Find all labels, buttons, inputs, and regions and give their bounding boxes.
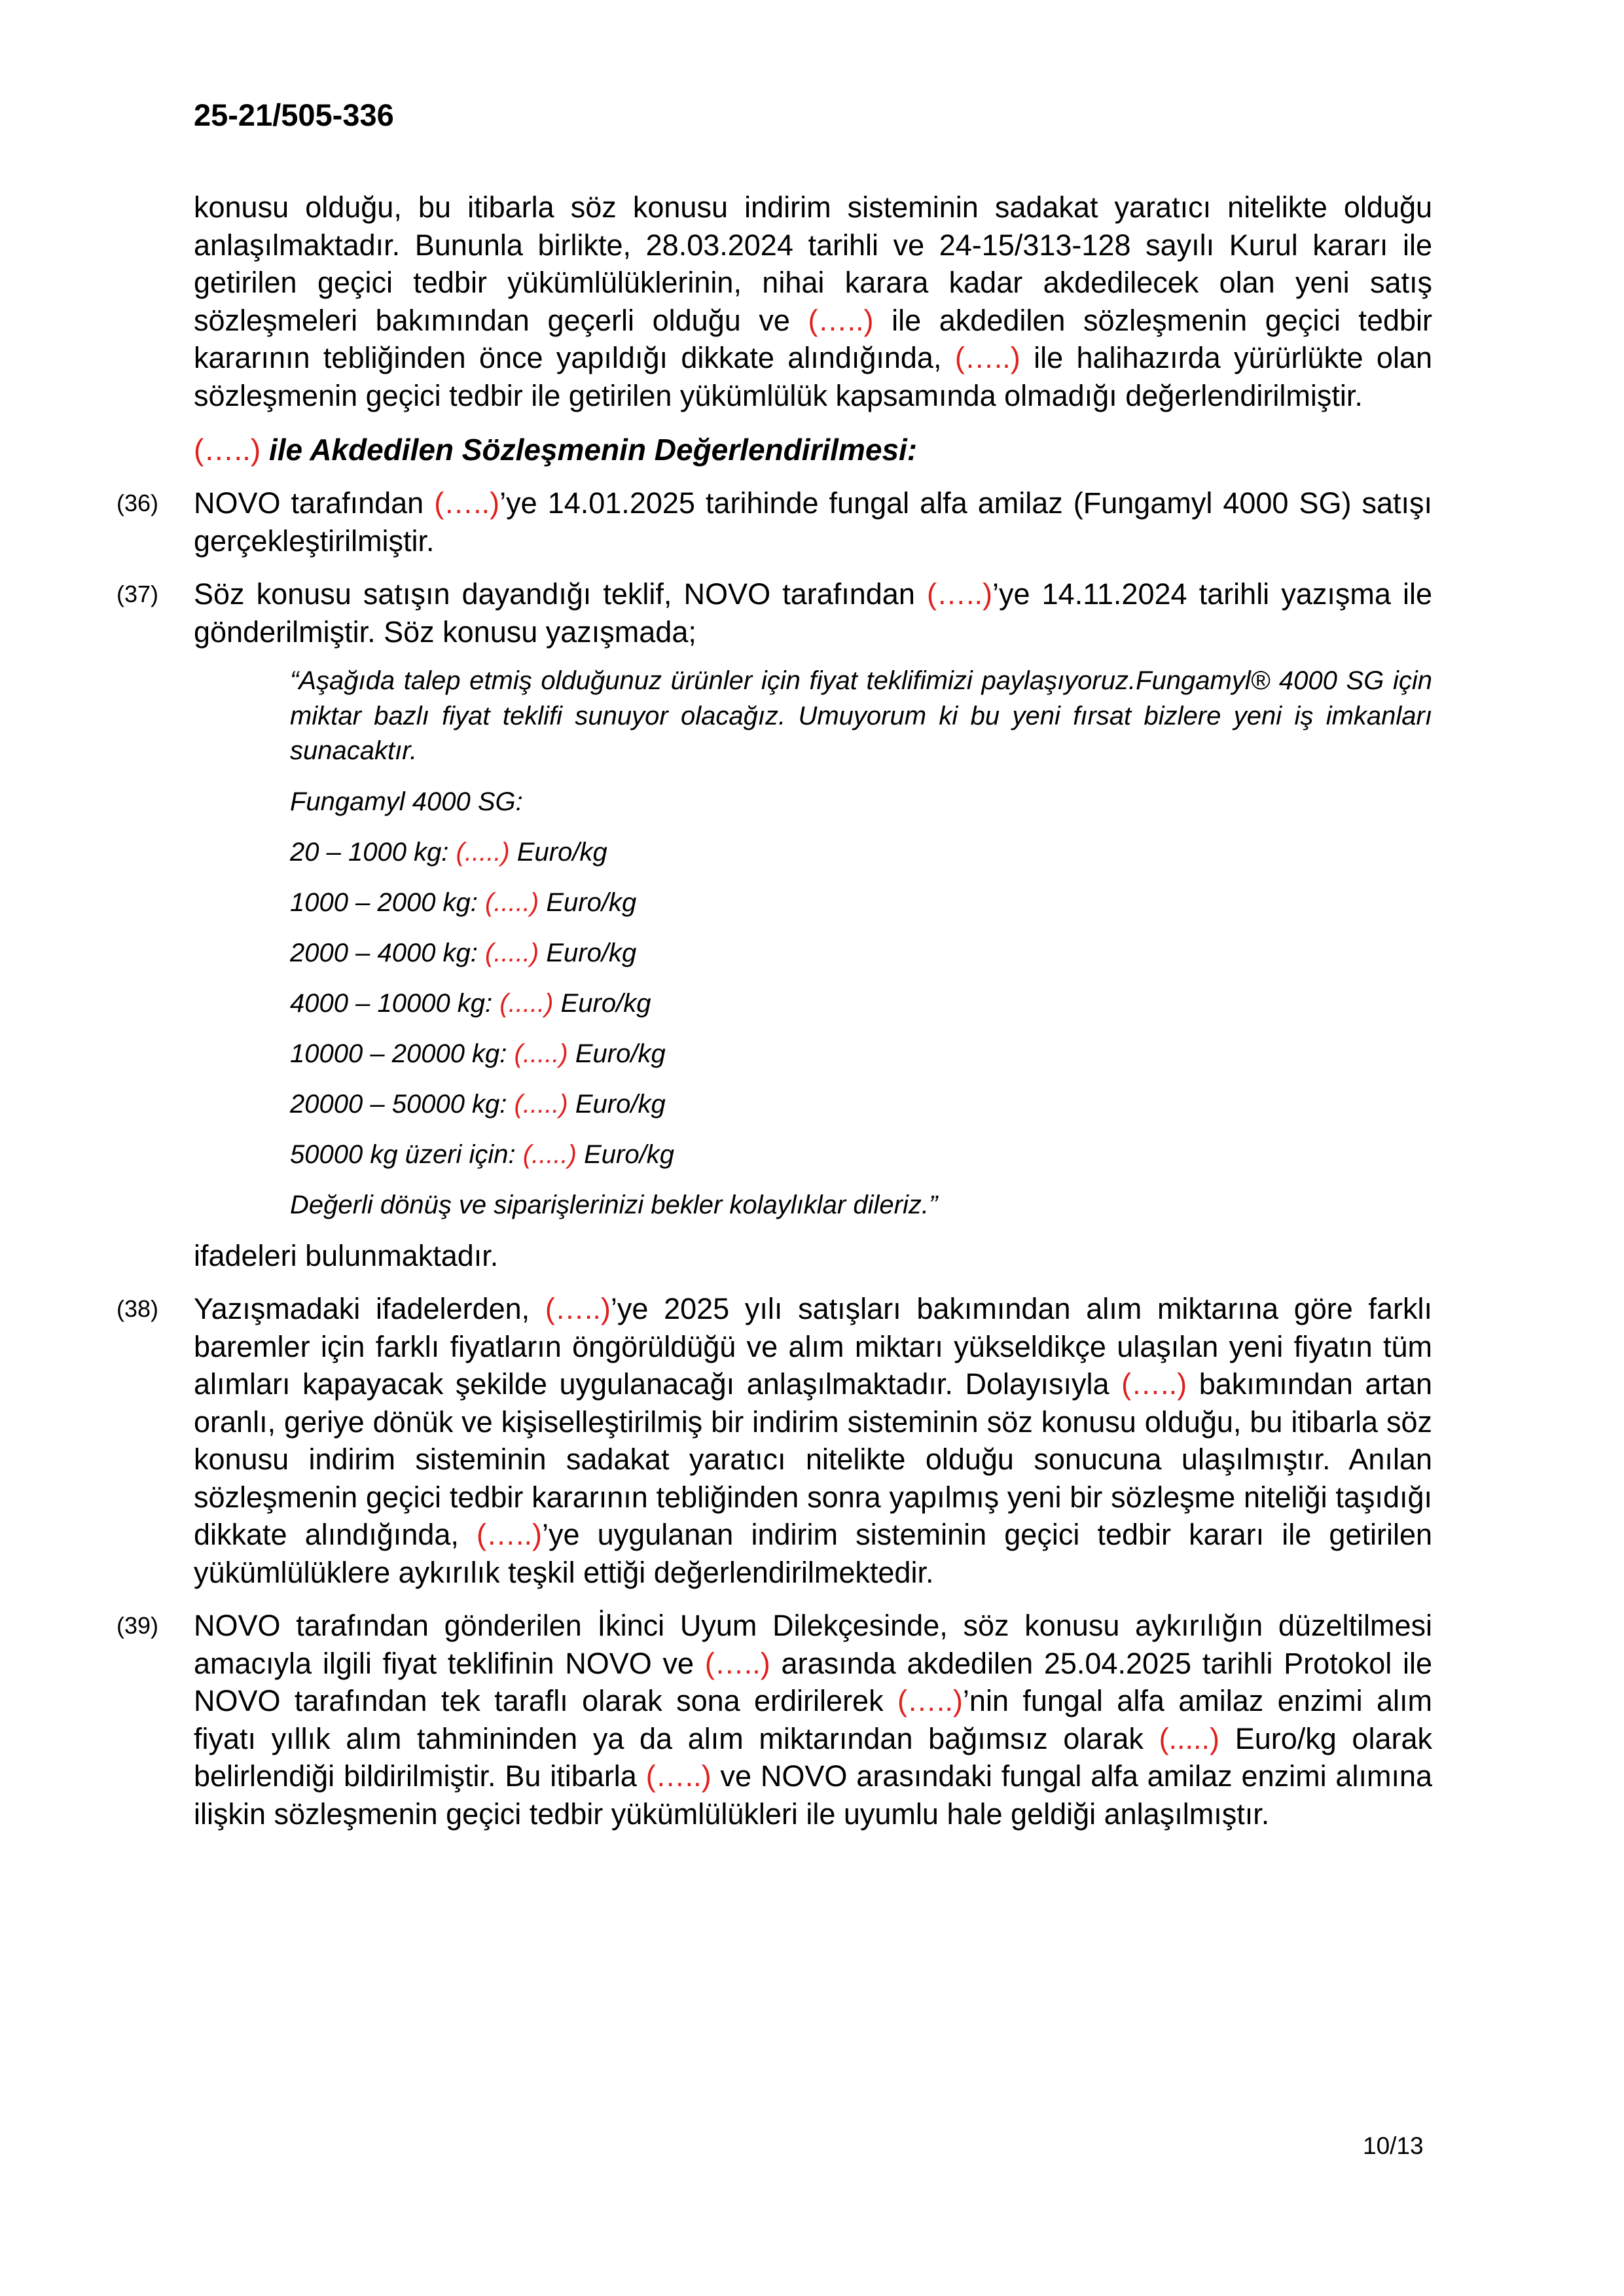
page-number: 10/13 [1363, 2132, 1424, 2159]
quote-intro: “Aşağıda talep etmiş olduğunuz ürünler için fiyat teklifimizi paylaşıyoruz.Fungamyl® 4000 SG için miktar bazlı fiyat teklifi sunuyor olacağız. Umuyorum ki bu yeni fırsat bizlere yeni iş imkanları sunacaktır. [290, 666, 1432, 765]
redaction-mark: (.....) [485, 938, 539, 967]
paragraph-number: (38) [117, 1295, 159, 1322]
redaction-mark: (.....) [514, 1089, 568, 1119]
tier-unit: Euro/kg [568, 1089, 666, 1119]
text-segment: NOVO tarafından [194, 486, 435, 520]
tier-range: 2000 – 4000 kg: [290, 938, 486, 967]
price-tier [290, 835, 1432, 870]
redaction-mark: (…..) [194, 433, 261, 467]
price-tier [290, 886, 1432, 920]
text-segment: Yazışmadaki ifadelerden, [194, 1292, 545, 1325]
redaction-mark: (…..) [477, 1518, 542, 1551]
paragraph-number: (37) [117, 581, 159, 607]
redaction-mark: (…..) [808, 303, 874, 337]
redaction-mark: (.....) [522, 1139, 577, 1169]
text-segment: NOVO tarafından gönderilen İkinci Uyum Dilekçesinde, söz konusu aykırılığın düzeltilmesi amacıyla ilgili fiyat teklifinin NOVO ve [194, 1609, 1432, 1680]
tier-range: 4000 – 10000 kg: [290, 988, 500, 1018]
redaction-mark: (.....) [485, 888, 539, 917]
document-body [117, 188, 1433, 1833]
quoted-correspondence [290, 664, 1432, 1223]
paragraph-39 [117, 1607, 1433, 1833]
price-tier [290, 936, 1432, 971]
redaction-mark: (.....) [456, 837, 510, 867]
price-tier [290, 1037, 1432, 1071]
text-segment: konusu olduğu, bu itibarla söz konusu indirim sisteminin sadakat yaratıcı nitelikte olduğu anlaşılmaktadır. Bununla birlikte, 28.03.2024 tarihli ve 24-15/313-128 sayılı Kurul kararı ile getirilen geçici tedbir yükümlülüklerinin, nihai karara kadar akdedilecek olan yeni satış sözleşmeleri bakımından geçerli olduğu ve [194, 190, 1432, 337]
tier-unit: Euro/kg [539, 938, 637, 967]
tier-range: 1000 – 2000 kg: [290, 888, 486, 917]
price-tier [290, 986, 1432, 1021]
section-heading [194, 431, 1432, 469]
text-segment: ’ye 14.01.2025 tarihinde fungal alfa amilaz (Fungamyl 4000 SG) satışı gerçekleştirilmiştir. [194, 486, 1432, 558]
redaction-mark: (.....) [514, 1039, 568, 1068]
text-segment: ’ye 2025 yılı satışları bakımından alım miktarına göre farklı baremler için farklı fiyatların öngörüldüğü ve alım miktarı yükseldikçe ulaşılan yeni fiyatın tüm alımları kapayacak şekilde uygulanacağı anlaşılmaktadır. Dolayısıyla [194, 1292, 1432, 1401]
redaction-mark: (…..) [954, 341, 1020, 374]
paragraph-37 [117, 575, 1433, 651]
tier-unit: Euro/kg [539, 888, 637, 917]
tier-range: 10000 – 20000 kg: [290, 1039, 514, 1068]
redaction-mark: (…..) [434, 486, 500, 520]
paragraph-number: (36) [117, 490, 159, 516]
continued-paragraph [194, 188, 1432, 414]
redaction-mark: (…..) [545, 1292, 611, 1325]
redaction-mark: (…..) [927, 577, 992, 611]
after-quote-text: ifadeleri bulunmaktadır. [194, 1238, 499, 1272]
text-segment: Söz konusu satışın dayandığı teklif, NOVO tarafından [194, 577, 927, 611]
redaction-mark: (…..) [1121, 1367, 1187, 1401]
paragraph-36 [117, 484, 1432, 560]
price-tier [290, 1087, 1432, 1122]
price-tier [290, 1138, 1432, 1172]
quote-closing: Değerli dönüş ve siparişlerinizi bekler kolaylıklar dileriz.” [290, 1190, 938, 1219]
tier-unit: Euro/kg [509, 837, 607, 867]
tier-range: 50000 kg üzeri için: [290, 1139, 523, 1169]
text-segment: arasında akdedilen 25.04.2025 tarihli Protokol ile NOVO tarafından tek taraflı olarak sona erdirilerek [194, 1646, 1433, 1717]
text-segment: ile halihazırda yürürlükte olan sözleşmenin geçici tedbir ile getirilen yükümlülük kapsamında olmadığı değerlendirilmiştir. [194, 341, 1432, 412]
paragraph-number: (39) [117, 1612, 159, 1639]
redaction-mark: (…..) [704, 1646, 770, 1680]
quote-product: Fungamyl 4000 SG: [290, 787, 523, 816]
redaction-mark: (.....) [499, 988, 554, 1018]
section-heading-text: ile Akdedilen Sözleşmenin Değerlendirilmesi: [261, 433, 918, 467]
redaction-mark: (.....) [1159, 1721, 1220, 1755]
tier-unit: Euro/kg [568, 1039, 666, 1068]
tier-unit: Euro/kg [553, 988, 651, 1018]
text-segment: Euro/kg olarak belirlendiği bildirilmiştir. Bu itibarla [194, 1721, 1432, 1793]
redaction-mark: (…..) [645, 1759, 712, 1793]
document-number: 25-21/505-336 [194, 98, 394, 132]
text-segment: ’nin fungal alfa amilaz enzimi alım fiyatı yıllık alım tahmininden ya da alım miktarından bağımsız olarak [194, 1684, 1432, 1755]
text-segment: bakımından artan oranlı, geriye dönük ve kişiselleştirilmiş bir indirim sisteminin söz konusu olduğu, bu itibarla söz konusu indirim sisteminin sadakat yaratıcı nitelikte olduğu sonucuna ulaşılmıştır. Anılan sözleşmenin geçici tedbir kararının tebliğinden sonra yapılmış yeni bir sözleşme niteliği taşıdığı dikkate alındığında, [194, 1367, 1432, 1551]
tier-range: 20 – 1000 kg: [290, 837, 456, 867]
tier-unit: Euro/kg [576, 1139, 674, 1169]
text-segment: ’ye 14.11.2024 tarihli yazışma ile gönderilmiştir. Söz konusu yazışmada; [194, 577, 1433, 649]
redaction-mark: (…..) [897, 1684, 963, 1717]
tier-range: 20000 – 50000 kg: [290, 1089, 514, 1119]
text-segment: ve NOVO arasındaki fungal alfa amilaz enzimi alımına ilişkin sözleşmenin geçici tedbir yükümlülükleri ile uyumlu hale geldiği anlaşılmıştır. [194, 1759, 1432, 1831]
text-segment: ile akdedilen sözleşmenin geçici tedbir kararının tebliğinden önce yapıldığı dikkate alındığında, [194, 303, 1432, 374]
text-segment: ’ye uygulanan indirim sisteminin geçici tedbir kararı ile getirilen yükümlülüklere aykırılık teşkil ettiği değerlendirilmektedir. [194, 1518, 1432, 1589]
paragraph-38 [117, 1290, 1432, 1591]
